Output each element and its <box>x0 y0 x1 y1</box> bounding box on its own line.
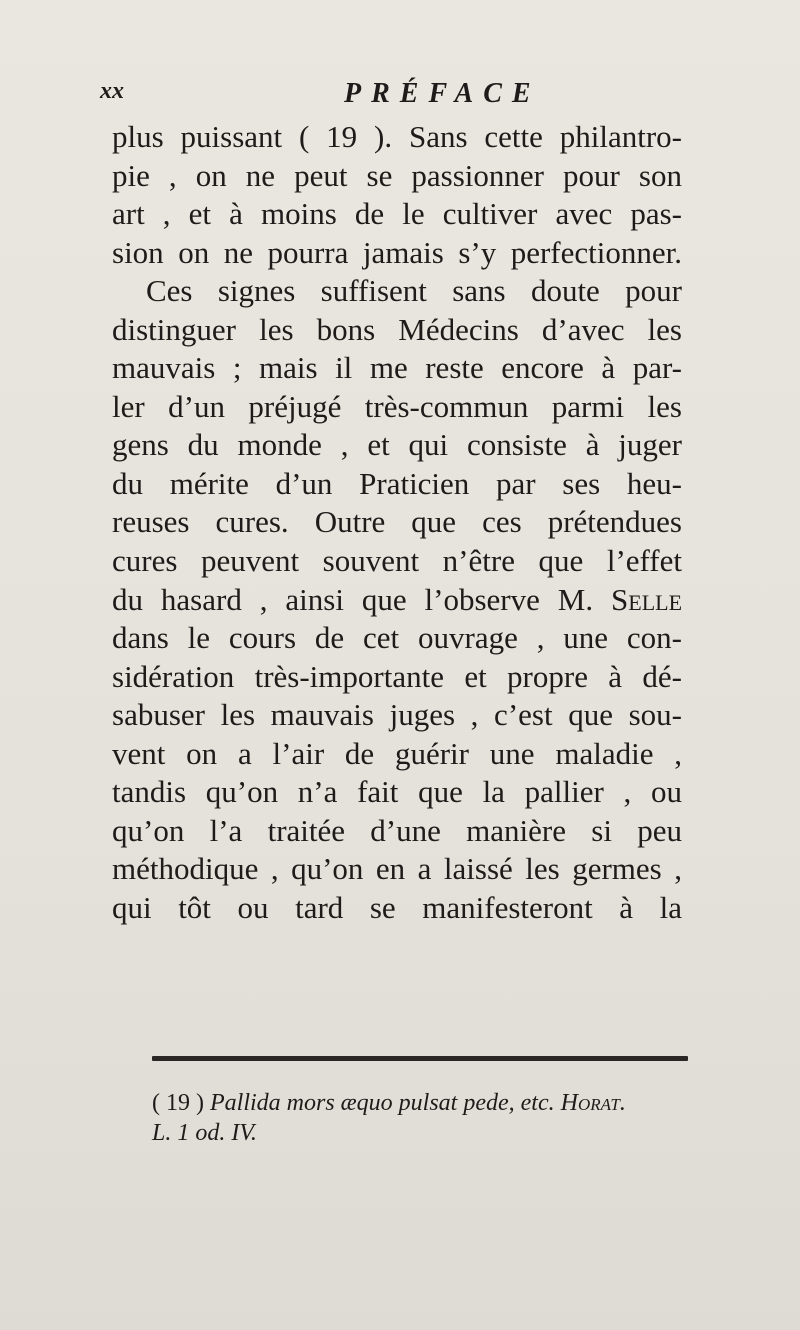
main-text <box>112 118 682 927</box>
text-line: dans le cours de cet ouvrage , une con- <box>112 620 682 656</box>
footnote-quote: Pallida mors æquo pulsat pede <box>209 1090 509 1116</box>
text-line: mauvais ; mais il me reste encore à par- <box>112 350 682 386</box>
text-line: qui tôt ou tard se manifesteront à la <box>112 889 682 925</box>
text-line: sidération très-importante et propre à dé- <box>112 658 682 694</box>
footnote-line <box>152 1088 712 1118</box>
text-line: cures peuvent souvent n’être que l’effet <box>112 543 682 579</box>
text-line: plus puissant ( 19 ). Sans cette philantro- <box>112 119 682 154</box>
running-title: PRÉFACE <box>344 78 541 109</box>
text-line: qu’on l’a traitée d’une manière si peu <box>112 812 682 848</box>
author-name-selle: Selle <box>611 581 683 617</box>
text-line: pie , on ne peut se passionner pour son <box>112 157 682 193</box>
text-line: ler d’un préjugé très-commun parmi les <box>112 388 682 424</box>
text-line: sion on ne pourra jamais s’y perfectionner. <box>112 234 682 270</box>
page-header <box>100 78 700 112</box>
text-line: distinguer les bons Médecins d’avec les <box>112 311 682 347</box>
footnote-rule <box>152 1056 688 1061</box>
text-line: art , et à moins de le cultiver avec pas- <box>112 196 682 232</box>
text-line: méthodique , qu’on en a laissé les germes , <box>112 851 682 887</box>
text-segment: du hasard , ainsi que l’observe M. <box>112 581 594 617</box>
footnote-author: Horat. <box>560 1090 626 1116</box>
text-line: sabuser les mauvais juges , c’est que sou- <box>112 697 682 733</box>
text-line: reuses cures. Outre que ces prétendues <box>112 504 682 540</box>
page-folio: xx <box>100 78 124 104</box>
text-line: tandis qu’on n’a fait que la pallier , ou <box>112 774 682 810</box>
text-line: gens du monde , et qui consiste à juger <box>112 427 682 463</box>
footnote <box>152 1088 712 1148</box>
footnote-number: ( 19 ) <box>152 1090 204 1116</box>
text-line-with-name <box>112 581 682 620</box>
footnote-etc: , etc. <box>508 1090 555 1116</box>
text-line: Ces signes suffisent sans doute pour <box>146 273 682 309</box>
footnote-reference: L. 1 od. IV. <box>152 1120 257 1146</box>
text-line: du mérite d’un Praticien par ses heu- <box>112 465 682 501</box>
text-line: vent on a l’air de guérir une maladie , <box>112 735 682 771</box>
